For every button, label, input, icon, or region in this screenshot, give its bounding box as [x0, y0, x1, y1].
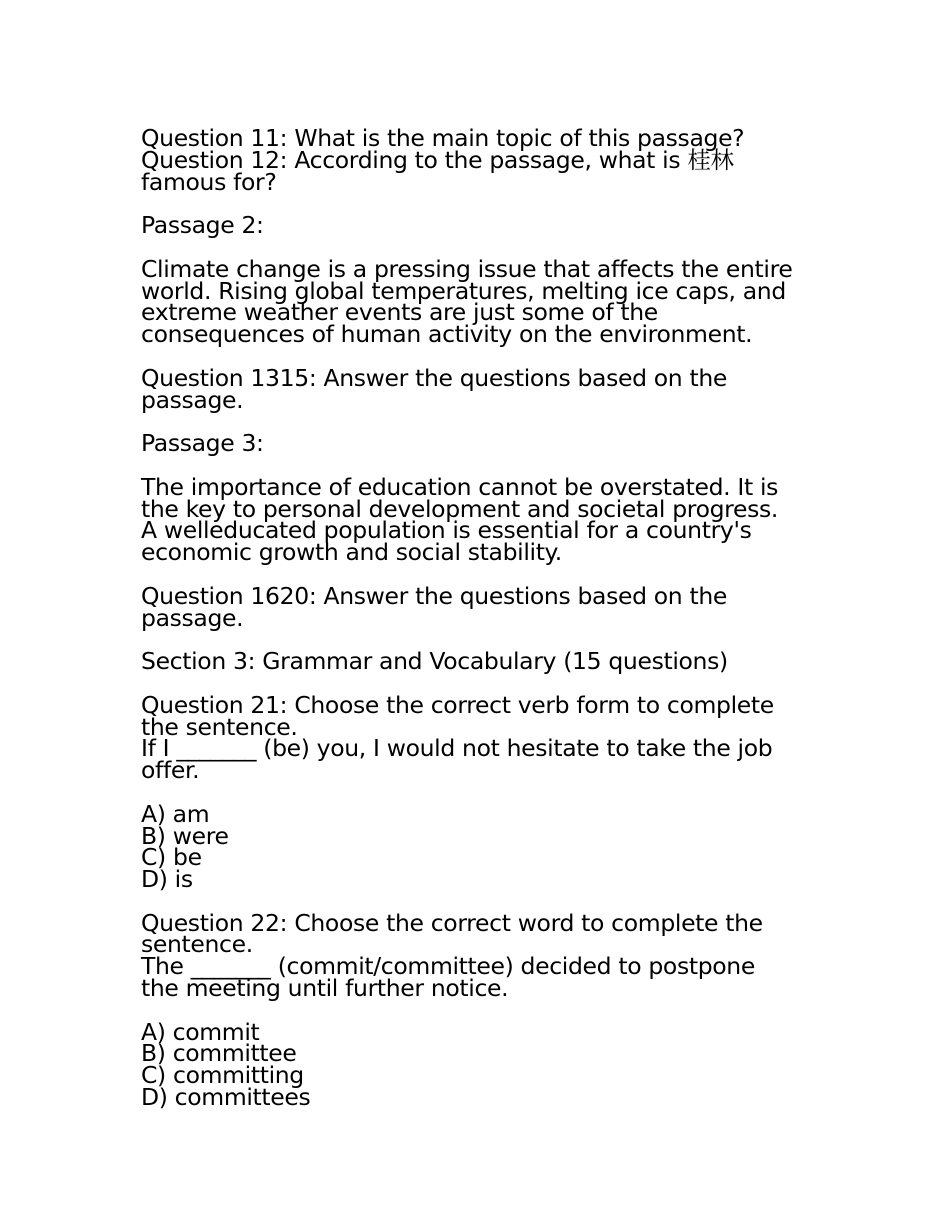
passage-3-line: The importance of education cannot be overstated. It is: [141, 472, 779, 501]
option-a: A) am: [141, 799, 210, 828]
passage-2-line: Climate change is a pressing issue that affects the entire: [141, 254, 793, 283]
option-a: A) commit: [141, 1017, 260, 1046]
question-21-sentence: If I _______ (be) you, I would not hesitate to take the job: [141, 734, 773, 763]
question-11: Question 11: What is the main topic of this passage?: [141, 124, 745, 152]
question-21-prompt: Question 21: Choose the correct verb form to complete: [141, 690, 774, 719]
question-22-options: [141, 1017, 821, 1112]
document-page: [141, 124, 821, 1131]
question-22-sentence: The _______ (commit/committee) decided to postpone: [141, 952, 755, 981]
section-3-heading: [141, 647, 821, 676]
passage-2-line: world. Rising global temperatures, melting ice caps, and: [141, 276, 786, 305]
question-21-prompt: the sentence.: [141, 712, 298, 741]
passage-2-title: Passage 2:: [141, 211, 264, 240]
passage-3-line: A welleducated population is essential for a country's: [141, 516, 752, 545]
option-c: C) committing: [141, 1061, 304, 1090]
question-22-prompt: Question 22: Choose the correct word to complete the: [141, 908, 763, 937]
option-c: C) be: [141, 843, 202, 872]
question-12: Question 12: According to the passage, what is 桂林: [141, 145, 734, 174]
question-22: [141, 908, 821, 1003]
passage-3-heading: [141, 429, 821, 458]
question-22-prompt: sentence.: [141, 930, 253, 959]
questions-16-20: [141, 581, 821, 632]
option-d: D) committees: [141, 1083, 311, 1112]
option-b: B) committee: [141, 1039, 297, 1068]
passage-3-line: economic growth and social stability.: [141, 538, 562, 567]
question-16-20: Question 1620: Answer the questions based on the: [141, 581, 727, 610]
passage-2-heading: [141, 211, 821, 240]
question-21-options: [141, 799, 821, 894]
question-13-15: Question 1315: Answer the questions based on the: [141, 363, 727, 392]
questions-13-15: [141, 363, 821, 414]
section-3-title: Section 3: Grammar and Vocabulary (15 questions): [141, 647, 728, 676]
question-12-continued: famous for?: [141, 167, 277, 196]
option-b: B) were: [141, 821, 229, 850]
passage-3-title: Passage 3:: [141, 429, 264, 458]
questions-11-12: [141, 124, 821, 196]
passage-2-line: consequences of human activity on the environment.: [141, 320, 753, 349]
question-13-15-continued: passage.: [141, 385, 244, 414]
passage-3-text: [141, 472, 821, 567]
question-16-20-continued: passage.: [141, 603, 244, 632]
question-21: [141, 690, 821, 785]
question-21-sentence: offer.: [141, 756, 200, 785]
passage-2-text: [141, 254, 821, 349]
option-d: D) is: [141, 865, 193, 894]
question-22-sentence: the meeting until further notice.: [141, 974, 509, 1003]
passage-3-line: the key to personal development and societal progress.: [141, 494, 778, 523]
passage-2-line: extreme weather events are just some of the: [141, 298, 658, 327]
